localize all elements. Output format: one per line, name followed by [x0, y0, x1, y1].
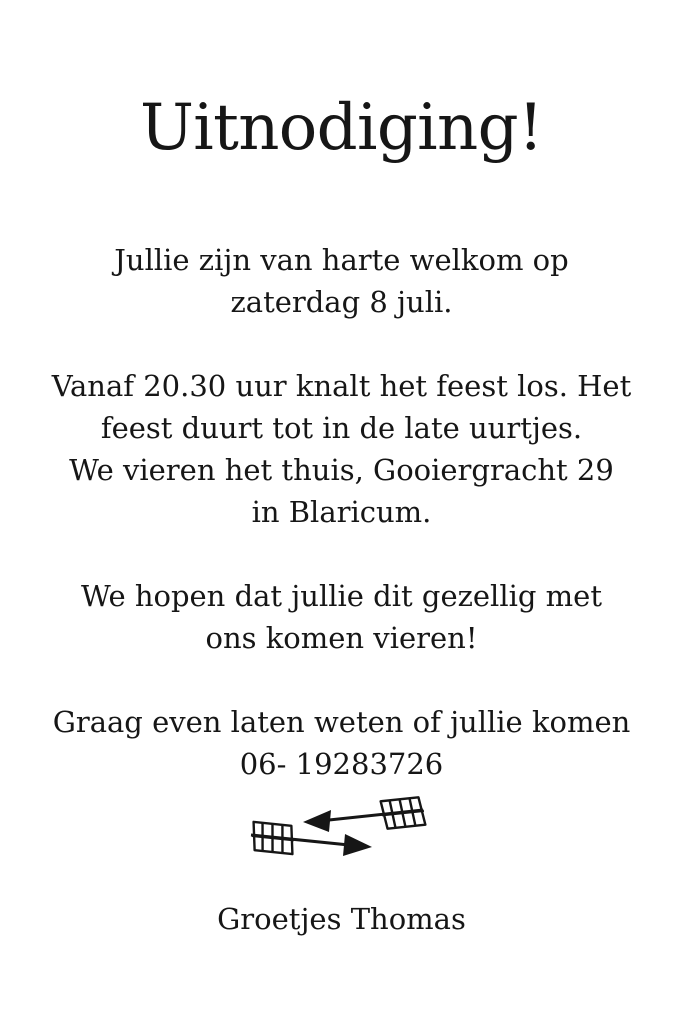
text-line: Jullie zijn van harte welkom op: [114, 242, 569, 277]
signoff-text: Groetjes Thomas: [217, 901, 466, 936]
invitation-paragraph-rsvp: [10, 701, 673, 785]
invitation-paragraph-hope: [10, 575, 673, 659]
text-line: We hopen dat jullie dit gezellig met: [81, 578, 602, 613]
arrow-right-icon: [250, 822, 371, 856]
text-line: Vanaf 20.30 uur knalt het feest los. Het: [51, 368, 632, 403]
text-line: feest duurt tot in de late uurtjes.: [100, 410, 583, 445]
text-line: ons komen vieren!: [205, 620, 478, 655]
arrow-left-icon: [303, 797, 425, 832]
text-line: zaterdag 8 juli.: [230, 284, 453, 319]
crossed-arrows-decoration: [0, 791, 683, 866]
crossed-arrows-graphic: [247, 791, 437, 866]
invitation-paragraph-details: [10, 365, 673, 533]
invitation-paragraph-welcome: [10, 239, 673, 323]
text-line: We vieren het thuis, Gooiergracht 29: [69, 452, 614, 487]
text-line: in Blaricum.: [251, 494, 432, 529]
text-line: Graag even laten weten of jullie komen: [52, 704, 631, 739]
rsvp-phone-number: 06- 19283726: [239, 746, 444, 781]
invitation-title: Uitnodiging!: [140, 91, 543, 165]
